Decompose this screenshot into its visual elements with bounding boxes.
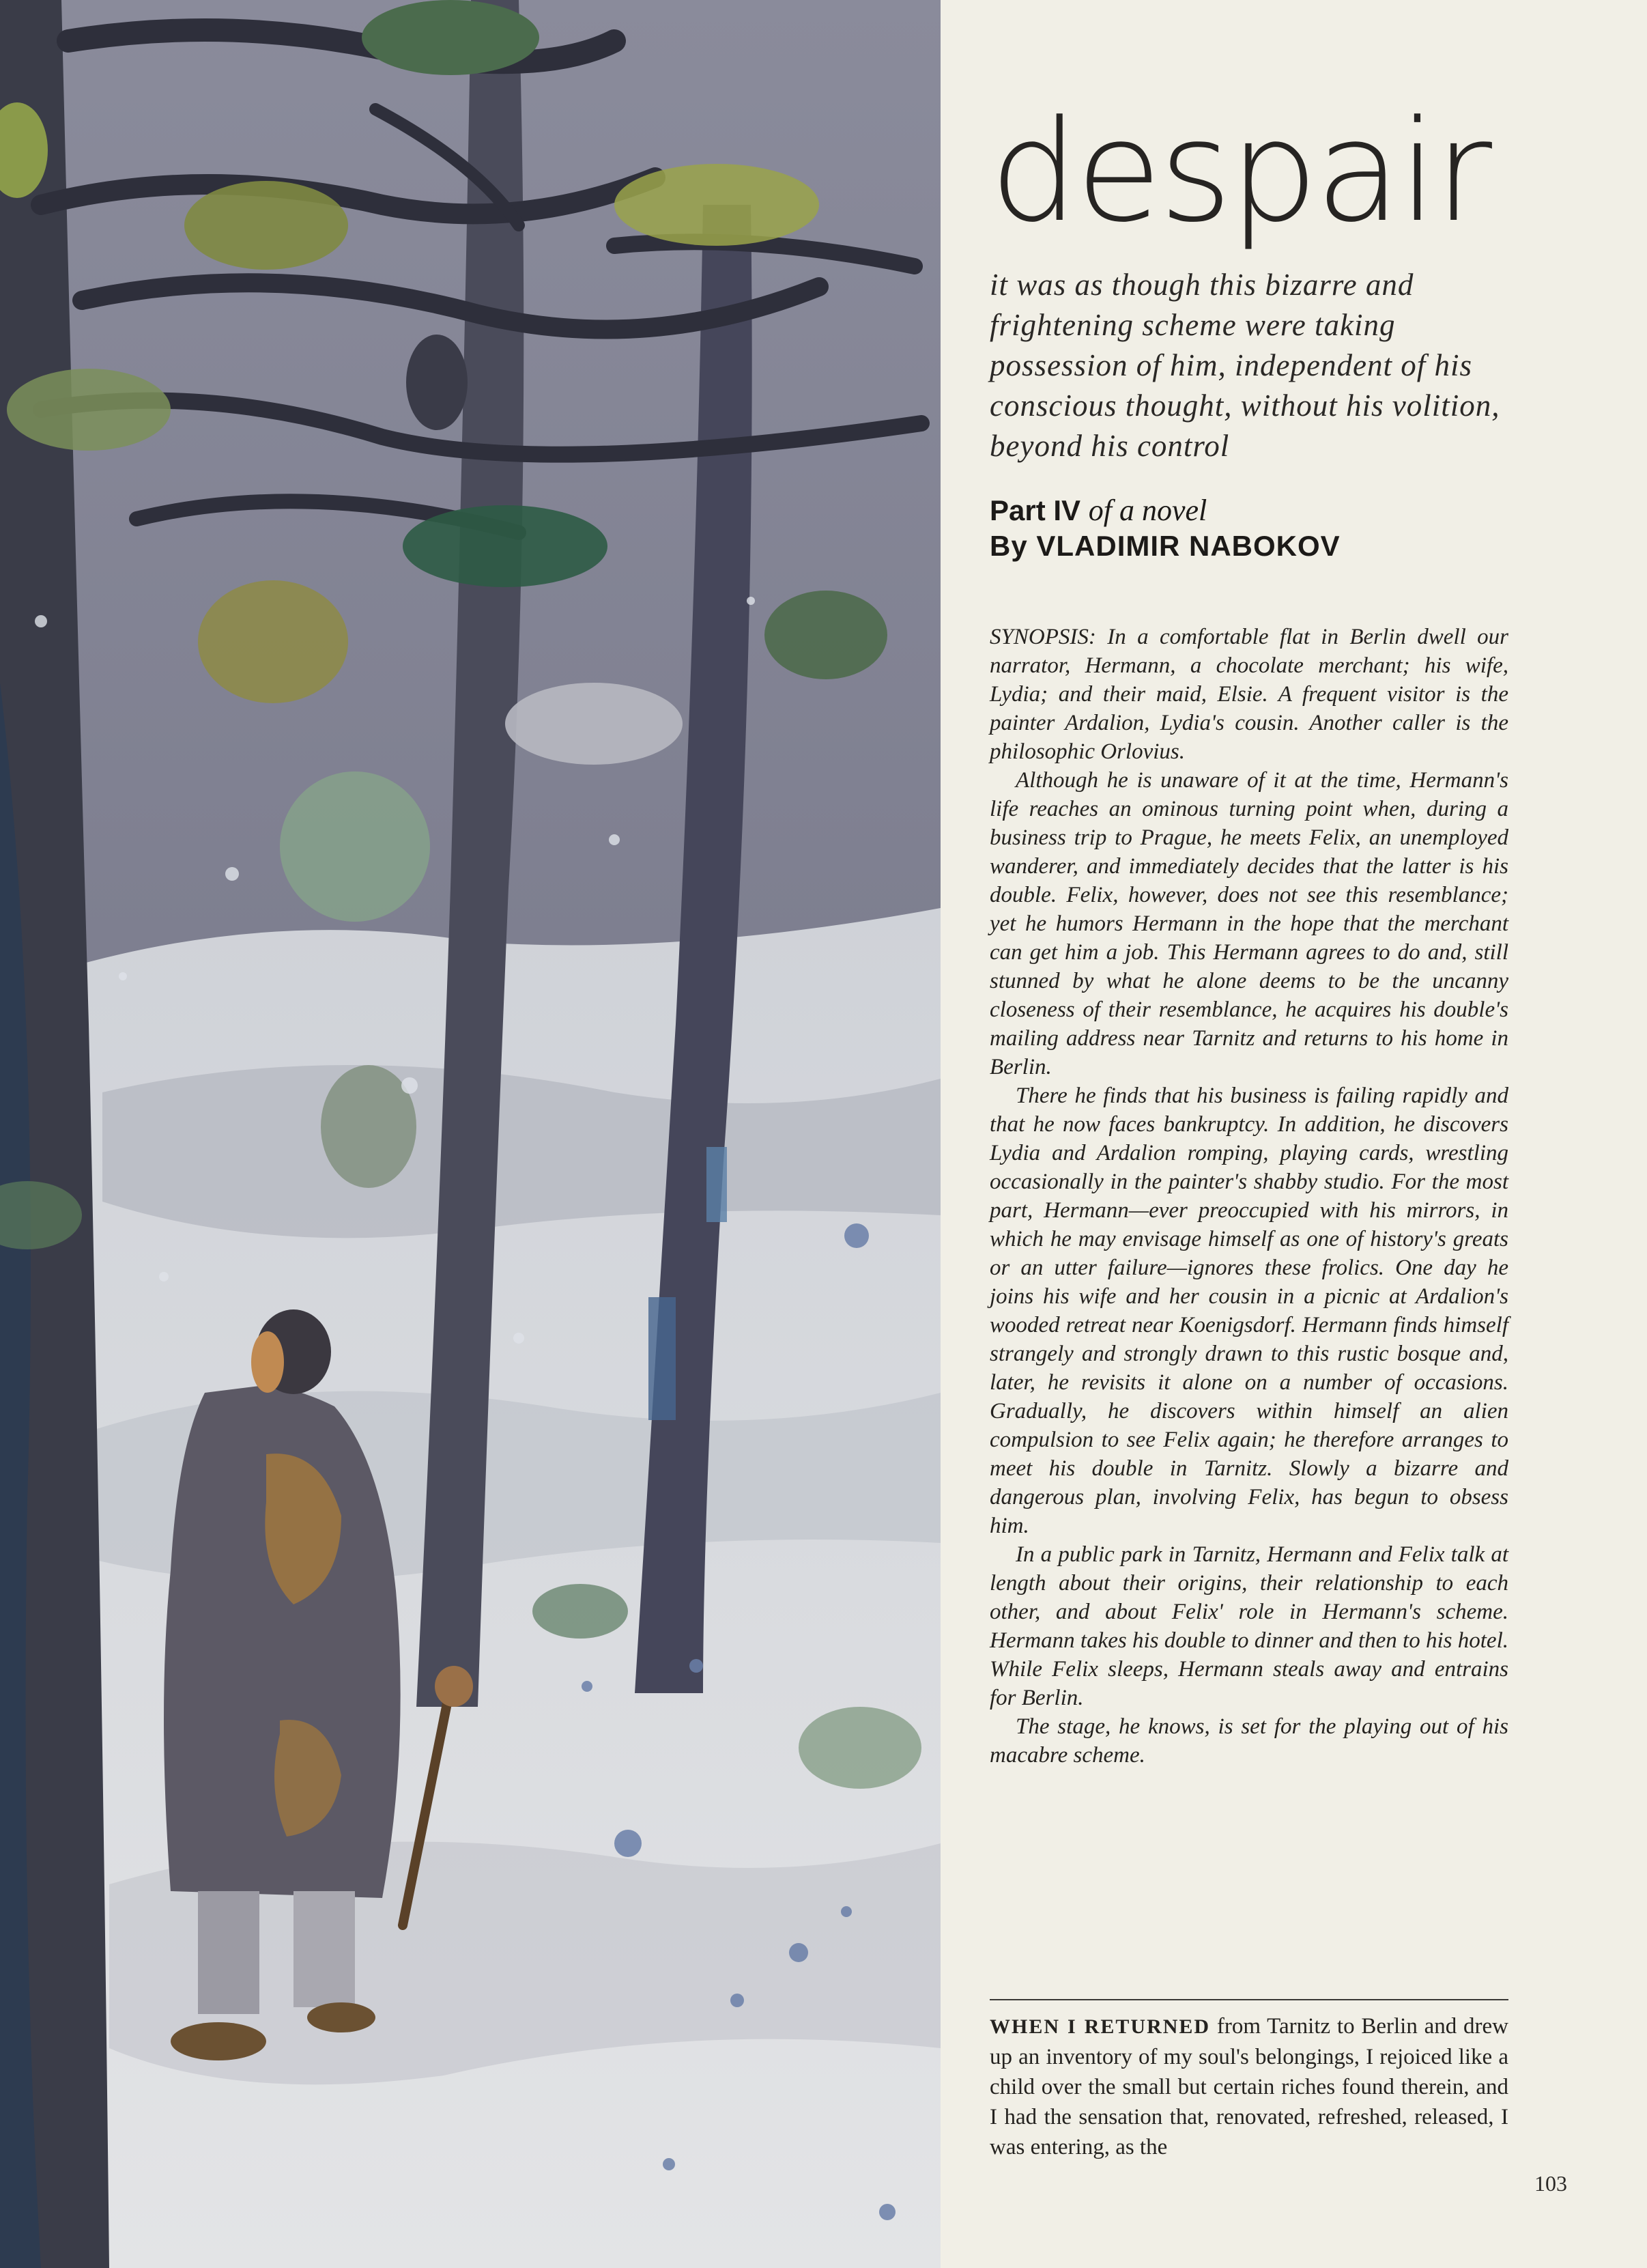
body-text (990, 2011, 1508, 2162)
hand (435, 1666, 473, 1707)
part-suffix: of a novel (1088, 494, 1207, 527)
section-divider (990, 1999, 1508, 2000)
face (251, 1331, 284, 1393)
article-column (990, 0, 1508, 2268)
synopsis-paragraph: SYNOPSIS: In a comfortable flat in Berlin dwell our narrator, Hermann, a chocolate merchant; his wife, Lydia; and their maid, Elsie. A frequent visitor is the painter Ardalion, Lydia's cousin. Another caller is the philosophic Orlovius. (990, 625, 1508, 764)
synopsis-paragraph: In a public park in Tarnitz, Hermann and Felix talk at length about their origins, their relationship to each other, and about Felix' role in Hermann's scheme. Hermann takes his double to dinner and then to his hotel. While Felix sleeps, Hermann steals away and entrains for Berlin. (990, 1542, 1508, 1710)
shoe (307, 2002, 375, 2032)
blue-streak (706, 1147, 727, 1222)
synopsis-paragraph: The stage, he knows, is set for the playing out of his macabre scheme. (990, 1714, 1508, 1768)
part-heading (990, 493, 1508, 528)
synopsis (990, 623, 1508, 1770)
body-lead-in: WHEN I RETURNED (990, 2015, 1211, 2038)
blue-streak (648, 1297, 676, 1420)
trousers (198, 1891, 259, 2014)
article-deck: it was as though this bizarre and frightening scheme were taking possession of him, independent of his conscious thought, without his volition, beyond his control (990, 268, 1500, 463)
byline: By VLADIMIR NABOKOV (990, 530, 1341, 562)
part-label: Part IV (990, 494, 1081, 526)
shoe (171, 2022, 266, 2060)
page-number: 103 (1534, 2171, 1567, 2196)
synopsis-paragraph: Although he is unaware of it at the time, Hermann's life reaches an ominous turning point when, during a business trip to Prague, he meets Felix, an unemployed wanderer, and immediately decides that the latter is his double. Felix, however, does not see this resemblance; yet he humors Hermann in the hope that the merchant can get him a job. This Hermann agrees to do and, still stunned by what he alone deems to be the uncanny closeness of their resemblance, he acquires his double's mailing address near Tarnitz and returns to his home in Berlin. (990, 768, 1508, 1079)
synopsis-paragraph: There he finds that his business is failing rapidly and that he now faces bankruptcy. In addition, he discovers Lydia and Ardalion romping, playing cards, wrestling occasionally in the painter's shabby studio. For the most part, Hermann—ever preoccupied with his mirrors, in which he may envisage himself as one of history's greats or an utter failure—ignores these frolics. One day he joins his wife and her cousin in a picnic at Ardalion's wooded retreat near Koenigsdorf. Hermann finds himself strangely and strongly drawn to this rustic bosque and, later, he revisits it alone on a number of occasions. Gradually, he discovers within himself an alien compulsion to see Felix again; he therefore arranges to meet his double in Tarnitz. Slowly a bizarre and dangerous plan, involving Felix, has begun to obsess him. (990, 1083, 1508, 1538)
body-text-content: from Tarnitz to Berlin and drew up an inventory of my soul's belongings, I rejoiced like a child over the small but certain riches found therein, and I had the sensation that, renovated, refreshed, released, I was entering, as the (990, 2014, 1508, 2159)
article-title: despair (990, 91, 1490, 253)
trousers (293, 1891, 355, 2007)
